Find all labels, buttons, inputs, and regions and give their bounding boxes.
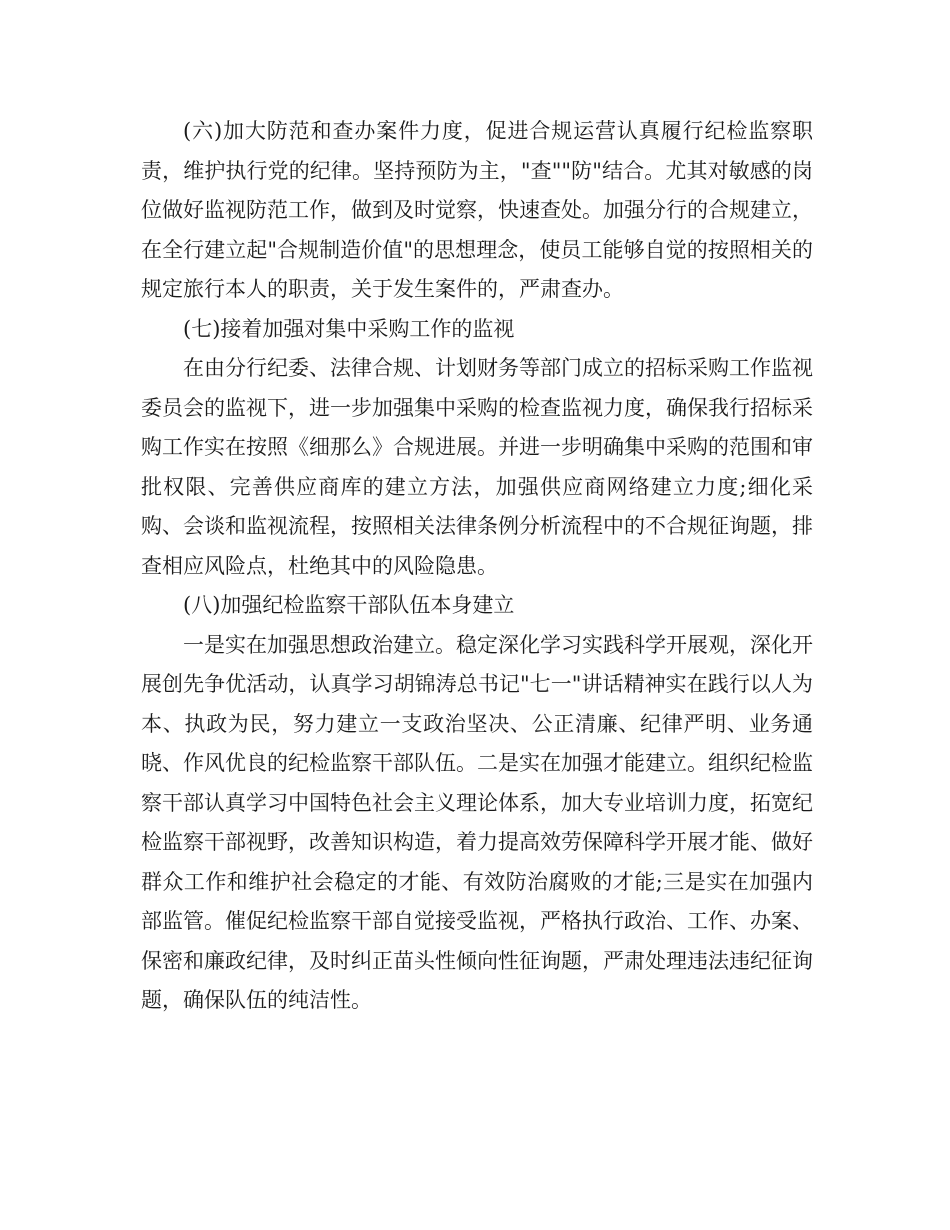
document-body xyxy=(141,112,813,1021)
paragraph-section-6: (六)加大防范和查办案件力度，促进合规运营认真履行纪检监察职责，维护执行党的纪律。坚持预防为主，"查""防"结合。尤其对敏感的岗位做好监视防范工作，做到及时觉察，快速查处。加强分行的合规建立，在全行建立起"合规制造价值"的思想理念，使员工能够自觉的按照相关的规定旅行本人的职责，关于发生案件的，严肃查办。 xyxy=(141,119,813,301)
heading-section-8: (八)加强纪检监察干部队伍本身建立 xyxy=(183,593,515,617)
heading-section-7: (七)接着加强对集中采购工作的监视 xyxy=(183,316,515,341)
paragraph-section-7: 在由分行纪委、法律合规、计划财务等部门成立的招标采购工作监视委员会的监视下，进一步加强集中采购的检查监视力度，确保我行招标采购工作实在按照《细那么》合规进展。并进一步明确集中采购的范围和审批权限、完善供应商库的建立方法，加强供应商网络建立力度;细化采购、会谈和监视流程，按照相关法律条例分析流程中的不合规征询题，排查相应风险点，杜绝其中的风险隐患。 xyxy=(141,356,813,578)
paragraph-section-8: 一是实在加强思想政治建立。稳定深化学习实践科学开展观，深化开展创先争优活动，认真学习胡锦涛总书记"七一"讲话精神实在践行以人为本、执政为民，努力建立一支政治坚决、公正清廉、纪律严明、业务通晓、作风优良的纪检监察干部队伍。二是实在加强才能建立。组织纪检监察干部认真学习中国特色社会主义理论体系，加大专业培训力度，拓宽纪检监察干部视野，改善知识构造，着力提高效劳保障科学开展才能、做好群众工作和维护社会稳定的才能、有效防治腐败的才能;三是实在加强内部监管。催促纪检监察干部自觉接受监视，严格执行政治、工作、办案、保密和廉政纪律，及时纠正苗头性倾向性征询题，严肃处理违法违纪征询题，确保队伍的纯洁性。 xyxy=(141,632,813,1012)
